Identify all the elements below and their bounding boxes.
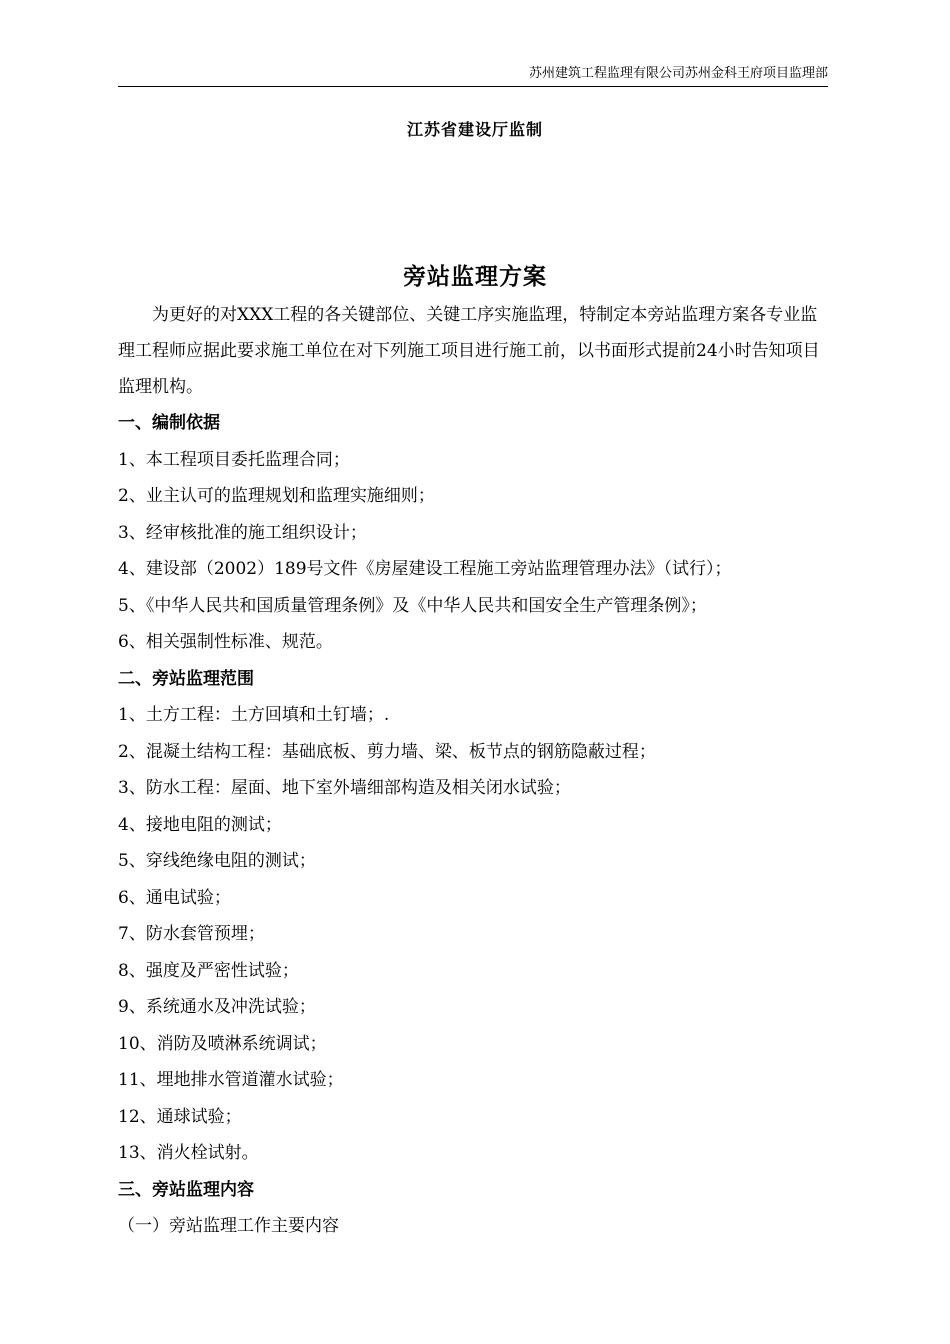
sub-heading: （一）旁站监理工作主要内容 [118,1216,339,1236]
list-item: 12、通球试验； [118,1106,242,1127]
list-item: 7、防水套管预埋； [118,924,265,944]
list-item: 4、建设部（2002）189号文件《房屋建设工程施工旁站监理管理办法》（试行）； [118,559,732,579]
intro-paragraph: 为更好的对XXX工程的各关键部位、关键工序实施监理，特制定本旁站监理方案各专业监理工程师应据此要求施工单位在对下列施工项目进行施工前，以书面形式提前24小时告知项目监理机构。 [118,305,820,397]
section-heading-basis: 一、编制依据 [118,413,220,433]
list-item: 3、防水工程：屋面、地下室外墙细部构造及相关闭水试验； [118,778,571,798]
document-body [118,405,830,1245]
section-heading-content: 三、旁站监理内容 [118,1179,254,1200]
list-item: 11、埋地排水管道灌水试验； [118,1070,344,1090]
list-item: 2、混凝土结构工程：基础底板、剪力墙、梁、板节点的钢筋隐蔽过程； [118,741,656,762]
list-item: 1、本工程项目委托监理合同； [118,449,350,470]
supervised-by-label: 江苏省建设厅监制 [406,120,543,139]
list-item: 1、土方工程：土方回填和土钉墙；. [118,705,390,725]
list-item: 10、消防及喷淋系统调试； [118,1033,327,1054]
list-item: 5、《中华人民共和国质量管理条例》及《中华人民共和国安全生产管理条例》； [118,595,707,616]
header-company-text: 苏州建筑工程监理有限公司苏州金科王府项目监理部 [528,66,828,81]
list-item: 9、系统通水及冲洗试验； [118,997,316,1017]
page-header [118,66,828,87]
list-item: 3、经审核批准的施工组织设计； [118,522,367,543]
list-item: 2、业主认可的监理规划和监理实施细则； [118,486,435,506]
list-item: 5、穿线绝缘电阻的测试； [118,851,316,871]
list-item: 6、相关强制性标准、规范。 [118,632,333,652]
list-item: 13、消火栓试射。 [118,1143,259,1163]
list-item: 6、通电试验； [118,887,231,908]
document-title: 旁站监理方案 [403,263,547,290]
list-item: 8、强度及严密性试验； [118,960,299,981]
section-heading-scope: 二、旁站监理范围 [118,668,254,689]
list-item: 4、接地电阻的测试； [118,814,282,835]
